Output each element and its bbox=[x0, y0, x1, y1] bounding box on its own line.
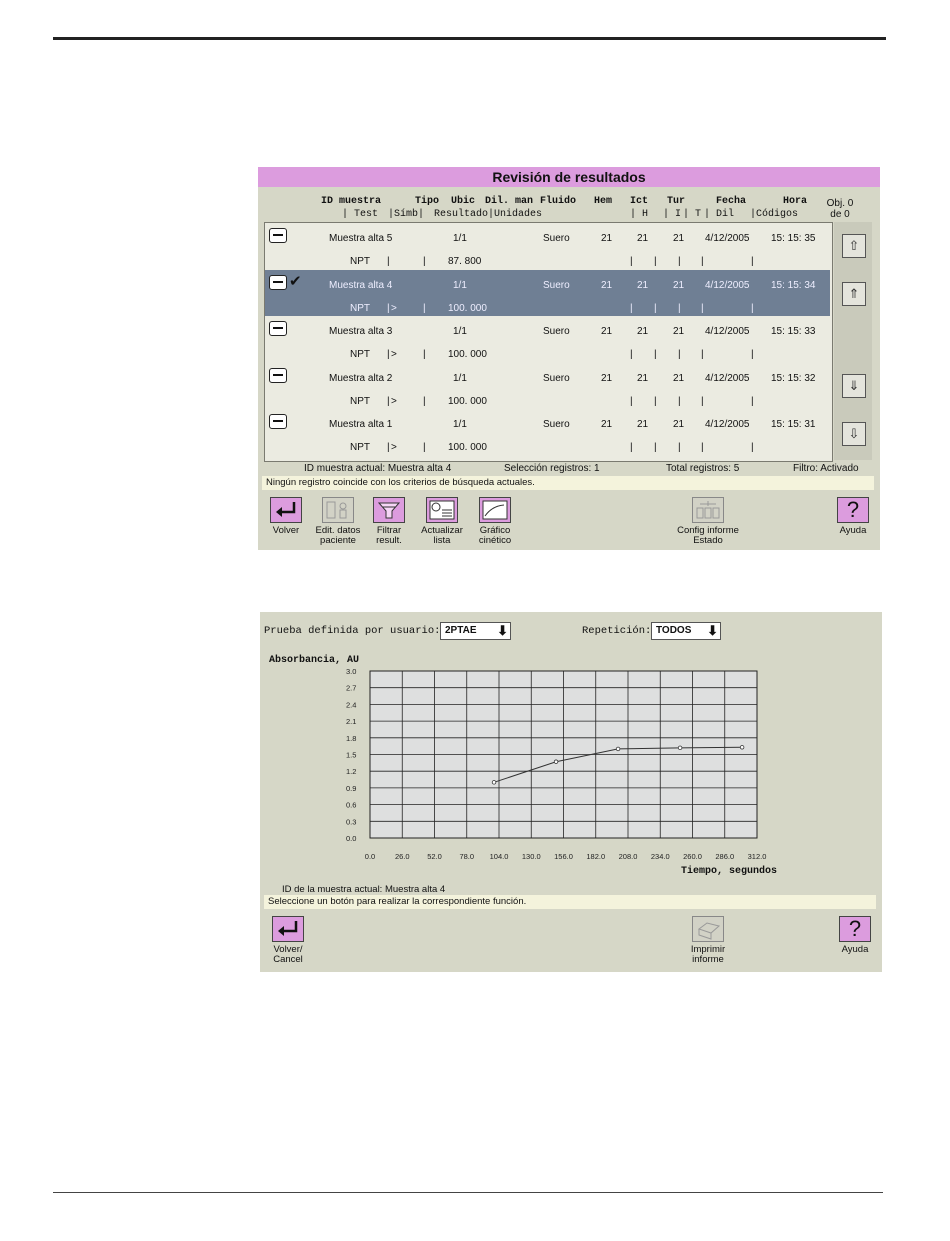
column-separator: | bbox=[387, 395, 390, 407]
scroll-page-up-button[interactable] bbox=[842, 282, 866, 306]
return-arrow-icon bbox=[270, 497, 302, 523]
location-cell: 1/1 bbox=[453, 279, 467, 291]
scroll-page-down-button[interactable] bbox=[842, 374, 866, 398]
back-cancel-label-2: Cancel bbox=[273, 954, 303, 965]
back-cancel-button[interactable] bbox=[258, 916, 318, 965]
repetition-value: TODOS bbox=[656, 625, 692, 636]
collapse-row-icon[interactable] bbox=[269, 275, 287, 290]
print-report-button[interactable] bbox=[678, 916, 738, 965]
sample-id-cell: Muestra alta 3 bbox=[329, 326, 393, 337]
column-separator: | bbox=[654, 302, 657, 314]
current-sample-id: ID muestra actual: Muestra alta 4 bbox=[304, 463, 452, 474]
date-cell: 4/12/2005 bbox=[705, 419, 750, 430]
message-bar: Ningún registro coincide con los criterios de búsqueda actuales. bbox=[262, 476, 874, 490]
col-header-type: Tipo bbox=[415, 196, 440, 207]
fluid-cell: Suero bbox=[543, 233, 570, 244]
hem-cell: 21 bbox=[601, 372, 613, 384]
result-cell: 100. 000 bbox=[448, 349, 487, 360]
data-point bbox=[678, 746, 682, 750]
report-config-label-1: Config informe bbox=[677, 525, 739, 536]
collapse-row-icon[interactable] bbox=[269, 228, 287, 243]
current-sample-info bbox=[282, 884, 445, 895]
time-cell: 15: 15: 34 bbox=[771, 279, 816, 291]
sample-id-cell: Muestra alta 5 bbox=[329, 233, 393, 244]
sample-id-cell: Muestra alta 4 bbox=[329, 279, 393, 291]
column-separator: | bbox=[387, 256, 390, 267]
test-cell: NPT bbox=[350, 442, 370, 453]
column-separator: | bbox=[751, 349, 754, 360]
column-separator: | bbox=[387, 442, 390, 453]
data-point bbox=[740, 745, 744, 749]
page-up-icon: ⇑ bbox=[848, 286, 860, 301]
table-row[interactable] bbox=[265, 270, 830, 316]
collapse-row-icon[interactable] bbox=[269, 368, 287, 383]
column-separator: | bbox=[387, 349, 390, 360]
column-separator: | bbox=[654, 442, 657, 453]
symbol-cell: > bbox=[391, 349, 397, 360]
col-header-t: | T bbox=[683, 209, 702, 220]
time-cell: 15: 15: 33 bbox=[771, 326, 816, 337]
tur-cell: 21 bbox=[673, 326, 685, 337]
kinetic-graph-icon bbox=[479, 497, 511, 523]
object-count-line2: de 0 bbox=[830, 209, 850, 220]
scroll-bottom-button[interactable] bbox=[842, 422, 866, 446]
column-separator: | bbox=[701, 349, 704, 360]
refresh-list-icon bbox=[426, 497, 458, 523]
edit-patient-label-1: Edit. datos bbox=[315, 525, 361, 536]
table-row[interactable] bbox=[265, 409, 830, 455]
column-separator: | bbox=[423, 302, 426, 314]
y-tick-label: 1.5 bbox=[346, 750, 357, 760]
filter-icon bbox=[373, 497, 405, 523]
column-separator: | bbox=[387, 302, 390, 314]
help-label: Ayuda bbox=[839, 525, 867, 536]
print-label-2: informe bbox=[692, 954, 724, 965]
refresh-label-2: lista bbox=[433, 535, 451, 546]
x-tick-label: 52.0 bbox=[427, 852, 442, 861]
result-cell: 100. 000 bbox=[448, 302, 487, 314]
col-header-date: Fecha bbox=[716, 196, 747, 207]
report-config-button[interactable] bbox=[668, 497, 748, 546]
selection-count: Selección registros: 1 bbox=[504, 463, 600, 474]
fluid-cell: Suero bbox=[543, 419, 570, 430]
panel-title: Revisión de resultados bbox=[258, 167, 880, 187]
kinetic-label-2: cinético bbox=[478, 535, 512, 546]
tur-cell: 21 bbox=[673, 279, 685, 291]
y-tick-label: 0.3 bbox=[346, 817, 357, 827]
test-cell: NPT bbox=[350, 349, 370, 360]
report-config-label-2: Estado bbox=[693, 535, 723, 546]
column-separator: | bbox=[630, 349, 633, 360]
back-button[interactable] bbox=[256, 497, 316, 536]
col-header-dilution: Dil. man bbox=[485, 196, 534, 207]
symbol-cell: > bbox=[391, 395, 397, 407]
col-header-codes: |Códigos bbox=[750, 209, 799, 220]
x-tick-label: 78.0 bbox=[459, 852, 475, 861]
column-separator: | bbox=[654, 395, 657, 407]
col-header-fluid: Fluido bbox=[540, 196, 577, 207]
dropdown-arrow-icon: ⬇ bbox=[497, 623, 508, 638]
filter-status: Filtro: Activado bbox=[793, 463, 859, 474]
fluid-cell: Suero bbox=[543, 279, 570, 291]
column-separator: | bbox=[654, 256, 657, 267]
column-separator: | bbox=[701, 442, 704, 453]
print-label-1: Imprimir bbox=[690, 944, 726, 955]
column-separator: | bbox=[423, 349, 426, 360]
repetition-label: Repetición: bbox=[582, 625, 652, 637]
results-review-panel bbox=[258, 167, 880, 550]
symbol-cell: > bbox=[391, 302, 397, 314]
col-header-symbol: |Símb| bbox=[388, 209, 425, 220]
hem-cell: 21 bbox=[601, 419, 613, 430]
column-separator: | bbox=[630, 442, 633, 453]
back-label: Volver bbox=[272, 525, 300, 536]
ict-cell: 21 bbox=[637, 419, 649, 430]
x-tick-label: 130.0 bbox=[521, 852, 541, 861]
x-tick-label: 260.0 bbox=[683, 852, 702, 861]
col-header-id: ID muestra bbox=[321, 196, 382, 207]
x-tick-label: 208.0 bbox=[618, 852, 638, 861]
column-separator: | bbox=[678, 442, 681, 453]
hem-cell: 21 bbox=[601, 279, 613, 291]
y-tick-label: 0.0 bbox=[346, 834, 357, 843]
column-separator: | bbox=[423, 442, 426, 453]
y-tick-label: 1.8 bbox=[346, 733, 357, 743]
column-separator: | bbox=[701, 256, 704, 267]
kinetic-graph-panel bbox=[260, 612, 882, 972]
y-tick-label: 2.1 bbox=[346, 717, 357, 727]
page-down-icon: ⇓ bbox=[848, 378, 860, 393]
symbol-cell: > bbox=[391, 442, 397, 453]
kinetic-graph-button[interactable] bbox=[465, 497, 525, 546]
location-cell: 1/1 bbox=[453, 419, 467, 430]
date-cell: 4/12/2005 bbox=[705, 233, 750, 244]
column-separator: | bbox=[678, 302, 681, 314]
hem-cell: 21 bbox=[601, 326, 613, 337]
x-tick-label: 182.0 bbox=[586, 852, 606, 861]
x-tick-label: 312.0 bbox=[747, 852, 767, 861]
column-separator: | bbox=[630, 302, 633, 314]
y-axis-label: Absorbancia, AU bbox=[269, 655, 360, 666]
kinetic-label-1: Gráfico bbox=[479, 525, 511, 536]
help-question-icon: ? bbox=[839, 916, 871, 942]
sample-id-cell: Muestra alta 1 bbox=[329, 419, 393, 430]
column-separator: | bbox=[751, 395, 754, 407]
x-axis-label: Tiempo, segundos bbox=[681, 866, 778, 877]
data-point bbox=[554, 760, 558, 764]
filter-label-1: Filtrar bbox=[376, 525, 402, 536]
location-cell: 1/1 bbox=[453, 233, 467, 244]
column-separator: | bbox=[751, 256, 754, 267]
data-point bbox=[492, 781, 496, 785]
sample-id-cell: Muestra alta 2 bbox=[329, 372, 393, 384]
object-count-line1: Obj. 0 bbox=[826, 198, 854, 209]
result-cell: 100. 000 bbox=[448, 395, 487, 407]
top-rule bbox=[53, 37, 886, 40]
column-separator: | bbox=[423, 256, 426, 267]
page-down-bottom-icon: ⇩ bbox=[848, 426, 860, 441]
column-separator: | bbox=[701, 395, 704, 407]
ict-cell: 21 bbox=[637, 372, 649, 384]
current-sample-label: ID de la muestra actual: bbox=[282, 884, 383, 895]
ict-cell: 21 bbox=[637, 326, 649, 337]
fluid-cell: Suero bbox=[543, 326, 570, 337]
printer-icon bbox=[692, 916, 724, 942]
column-separator: | bbox=[678, 395, 681, 407]
column-separator: | bbox=[630, 256, 633, 267]
help-button[interactable] bbox=[823, 497, 883, 536]
table-row[interactable] bbox=[265, 316, 830, 362]
return-arrow-icon bbox=[272, 916, 304, 942]
date-cell: 4/12/2005 bbox=[705, 326, 750, 337]
refresh-label-1: Actualizar bbox=[421, 525, 463, 536]
time-cell: 15: 15: 35 bbox=[771, 233, 816, 244]
fluid-cell: Suero bbox=[543, 372, 570, 384]
object-count bbox=[818, 198, 862, 220]
test-selector-label: Prueba definida por usuario: bbox=[264, 625, 441, 637]
results-list[interactable] bbox=[264, 222, 833, 462]
date-cell: 4/12/2005 bbox=[705, 279, 750, 291]
location-cell: 1/1 bbox=[453, 326, 467, 337]
column-separator: | bbox=[751, 442, 754, 453]
time-cell: 15: 15: 31 bbox=[771, 419, 816, 430]
refresh-list-button[interactable] bbox=[412, 497, 472, 546]
y-tick-label: 0.9 bbox=[346, 783, 357, 793]
tur-cell: 21 bbox=[673, 372, 685, 384]
time-cell: 15: 15: 32 bbox=[771, 372, 816, 384]
dropdown-arrow-icon: ⬇ bbox=[707, 623, 718, 638]
column-separator: | bbox=[630, 395, 633, 407]
data-point bbox=[616, 747, 620, 751]
y-tick-label: 2.4 bbox=[346, 700, 357, 710]
column-separator: | bbox=[678, 349, 681, 360]
ict-cell: 21 bbox=[637, 279, 649, 291]
absorbance-chart bbox=[260, 612, 882, 872]
collapse-row-icon[interactable] bbox=[269, 414, 287, 429]
test-cell: NPT bbox=[350, 256, 370, 267]
scroll-top-button[interactable] bbox=[842, 234, 866, 258]
col-header-time: Hora bbox=[783, 196, 808, 207]
hem-cell: 21 bbox=[601, 233, 613, 244]
page-up-top-icon: ⇧ bbox=[848, 238, 860, 253]
x-tick-label: 104.0 bbox=[489, 852, 509, 861]
column-separator: | bbox=[678, 256, 681, 267]
tur-cell: 21 bbox=[673, 233, 685, 244]
report-config-icon bbox=[692, 497, 724, 523]
patient-icon bbox=[322, 497, 354, 523]
help-button[interactable] bbox=[825, 916, 885, 955]
col-header-hem: Hem bbox=[594, 196, 613, 207]
column-separator: | bbox=[701, 302, 704, 314]
col-header-location: Ubic bbox=[451, 196, 476, 207]
tur-cell: 21 bbox=[673, 419, 685, 430]
test-selector-value: 2PTAE bbox=[445, 625, 477, 636]
column-separator: | bbox=[751, 302, 754, 314]
column-separator: | bbox=[654, 349, 657, 360]
test-cell: NPT bbox=[350, 302, 370, 314]
help-question-icon: ? bbox=[837, 497, 869, 523]
y-tick-label: 0.6 bbox=[346, 800, 357, 810]
col-header-h: | H bbox=[630, 209, 649, 220]
bottom-rule bbox=[53, 1192, 883, 1193]
x-tick-label: 156.0 bbox=[554, 852, 573, 861]
help-label: Ayuda bbox=[841, 944, 869, 955]
result-cell: 100. 000 bbox=[448, 442, 487, 453]
date-cell: 4/12/2005 bbox=[705, 372, 750, 384]
ict-cell: 21 bbox=[637, 233, 649, 244]
col-header-test: | Test bbox=[342, 209, 379, 220]
y-tick-label: 3.0 bbox=[346, 667, 357, 676]
filter-label-2: result. bbox=[376, 535, 402, 546]
y-tick-label: 2.7 bbox=[346, 683, 357, 693]
col-header-i: | I bbox=[663, 209, 682, 220]
filter-results-button[interactable] bbox=[359, 497, 419, 546]
table-row[interactable] bbox=[265, 363, 830, 409]
result-cell: 87. 800 bbox=[448, 256, 482, 267]
collapse-row-icon[interactable] bbox=[269, 321, 287, 336]
x-tick-label: 0.0 bbox=[364, 852, 376, 861]
x-tick-label: 286.0 bbox=[715, 852, 735, 861]
column-separator: | bbox=[423, 395, 426, 407]
col-header-dil: | Dil bbox=[704, 209, 735, 220]
test-cell: NPT bbox=[350, 395, 370, 407]
current-sample-value: Muestra alta 4 bbox=[384, 884, 446, 895]
scroll-controls bbox=[834, 222, 872, 460]
total-records: Total registros: 5 bbox=[666, 463, 740, 474]
back-cancel-label-1: Volver/ bbox=[273, 944, 303, 955]
location-cell: 1/1 bbox=[453, 372, 467, 384]
edit-patient-label-2: paciente bbox=[320, 535, 356, 546]
col-header-tur: Tur bbox=[667, 196, 686, 207]
checkmark-icon: ✔ bbox=[289, 272, 302, 290]
x-tick-label: 26.0 bbox=[394, 852, 410, 861]
col-header-result: Resultado|Unidades bbox=[434, 209, 543, 220]
y-tick-label: 1.2 bbox=[346, 767, 357, 777]
table-row[interactable] bbox=[265, 223, 830, 269]
col-header-ict: Ict bbox=[630, 196, 649, 207]
x-tick-label: 234.0 bbox=[650, 852, 670, 861]
message-bar: Seleccione un botón para realizar la correspondiente función. bbox=[264, 895, 876, 909]
